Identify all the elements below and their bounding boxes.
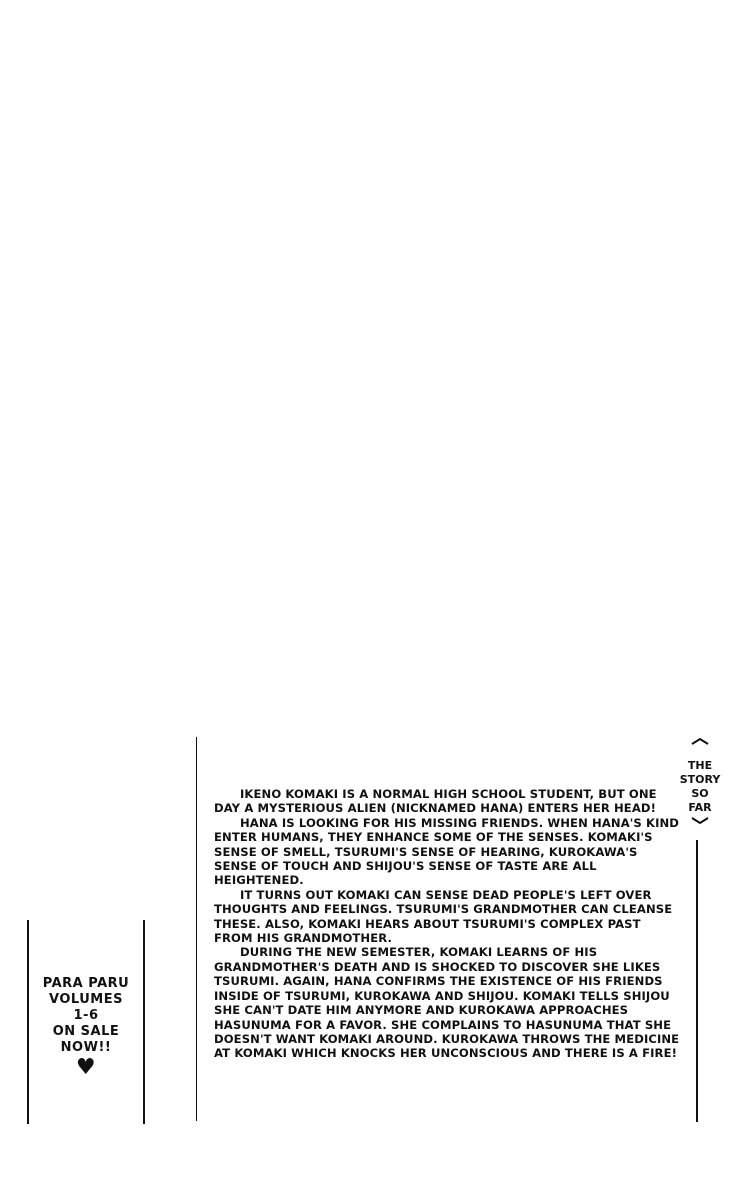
promo-line: PARA PARU: [42, 976, 130, 991]
story-so-far-tag: [672, 735, 728, 829]
story-tag-line-text: SO: [691, 787, 709, 800]
heart-icon: ♥: [75, 1055, 97, 1080]
summary-paragraph: IKENO KOMAKI IS A NORMAL HIGH SCHOOL STUDENT, BUT ONE DAY A MYSTERIOUS ALIEN (NICKNAMED HANA) ENTERS HER HEAD!: [214, 787, 657, 816]
chevron-up-icon: [672, 735, 728, 749]
promo-line: 1-6: [73, 1008, 99, 1023]
promo-line: VOLUMES: [49, 992, 123, 1007]
promo-left-border: [27, 920, 29, 1124]
chevron-down-icon: [672, 815, 728, 829]
summary-paragraph: IT TURNS OUT KOMAKI CAN SENSE DEAD PEOPLE'S LEFT OVER THOUGHTS AND FEELINGS. TSURUMI'S GRANDMOTHER CAN CLEANSE THESE. ALSO, KOMAKI HEARS ABOUT TSURUMI'S COMPLEX PAST FROM HIS GRANDMOTHER.: [214, 887, 673, 946]
story-tag-line: [696, 840, 698, 1122]
promo-right-border: [143, 920, 145, 1124]
promo-line: NOW!!: [60, 1040, 112, 1055]
story-tag-line-text: THE: [687, 759, 713, 772]
promo-line: ON SALE: [52, 1024, 120, 1039]
summary-divider: [196, 737, 197, 1121]
story-summary: [214, 787, 680, 1061]
summary-paragraph: DURING THE NEW SEMESTER, KOMAKI LEARNS OF HIS GRANDMOTHER'S DEATH AND IS SHOCKED TO DISCOVER SHE LIKES TSURUMI. AGAIN, HANA CONFIRMS THE EXISTENCE OF HIS FRIENDS INSIDE OF TSURUMI, KUROKAWA AND SHIJOU. KOMAKI TELLS SHIJOU SHE CAN'T DATE HIM ANYMORE AND KUROKAWA APPROACHES HASUNUMA FOR A FAVOR. SHE COMPLAINS TO HASUNUMA THAT SHE DOESN'T WANT KOMAKI AROUND. KUROKAWA THROWS THE MEDICINE AT KOMAKI WHICH KNOCKS HER UNCONSCIOUS AND THERE IS A FIRE!: [214, 945, 680, 1061]
promo-box: [30, 976, 142, 1079]
story-tag-line-text: STORY: [679, 773, 721, 786]
story-tag-line-text: FAR: [688, 801, 712, 814]
summary-paragraph: HANA IS LOOKING FOR HIS MISSING FRIENDS. WHEN HANA'S KIND ENTER HUMANS, THEY ENHANCE SOME OF THE SENSES. KOMAKI'S SENSE OF SMELL, TSURUMI'S SENSE OF HEARING, KUROKAWA'S SENSE OF TOUCH AND SHIJOU'S SENSE OF TASTE ARE ALL HEIGHTENED.: [214, 815, 680, 888]
